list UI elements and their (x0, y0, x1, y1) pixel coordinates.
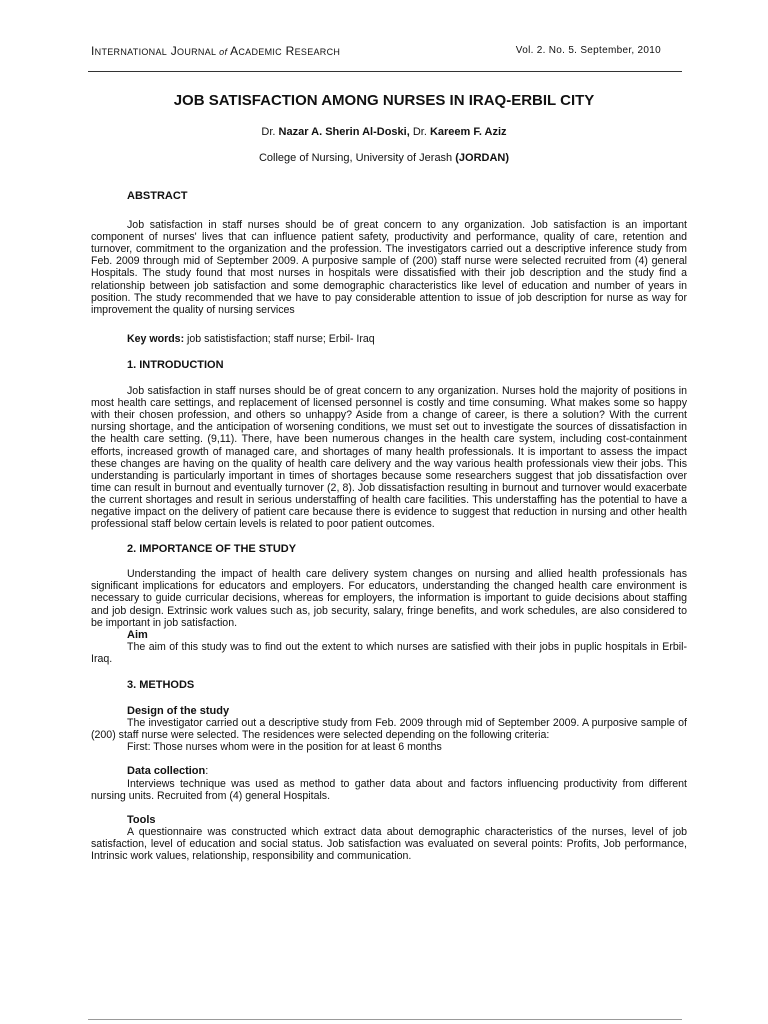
importance-text: Understanding the impact of health care delivery system changes on nursing and allied health professionals has significant implications for educators and employers. For educators, understanding the changed health care environment is necessary to guide curricular decisions, whereas for employers, the information is important to guide decisions about staffing and job design. Extrinsic work values such as, job security, salary, fringe benefits, and work schedules, are also considered to be important in job satisfaction. (91, 568, 687, 629)
aim-text: The aim of this study was to find out the extent to which nurses are satisfied with their jobs in puplic hospitals in Erbil- Iraq. (91, 640, 687, 665)
design-heading: Design of the study (127, 705, 230, 718)
tools-heading: Tools (127, 813, 156, 826)
data-collection-heading: Data collection: (127, 765, 209, 778)
header-rule (88, 71, 682, 72)
keywords: Key words: job satistisfaction; staff nurse; Erbil- Iraq (127, 332, 375, 345)
importance-heading: 2. IMPORTANCE OF THE STUDY (127, 543, 297, 556)
author-line: Dr. Nazar A. Sherin Al-Doski, Dr. Kareem F. Aziz (261, 126, 507, 138)
paper-body (91, 190, 687, 862)
affiliation: College of Nursing, University of Jerash (JORDAN) (258, 152, 510, 164)
author-name-1: Nazar A. Sherin Al-Doski, (278, 126, 410, 138)
issue-info: Vol. 2. No. 5. September, 2010 (515, 45, 661, 56)
author-name-2: Kareem F. Aziz (429, 126, 507, 138)
methods-heading: 3. METHODS (127, 679, 195, 691)
aim-heading: Aim (127, 628, 148, 641)
design-text: The investigator carried out a descriptive study from Feb. 2009 through mid of September 2009. A purposive sample of (200) staff nurse were selected. The residences were selected depending on the following criteria: (91, 717, 687, 742)
abstract-text: Job satisfaction in staff nurses should be of great concern to any organization. Job satisfaction is an important component of nurses' lives that can influence patient safety, productivity and performance, quality of care, retention and turnover, commitment to the organization and the profession. The investigators carried out a descriptive inference study from Feb. 2009 through mid of September 2009. A purposive sample of (200) staff nurse were selected recruited from (4) general Hospitals. The study found that most nurses in hospitals were dissatisfied with their job description and the study find a relationship between job satisfaction and some demographic characteristics like level of education and number of years in position. The study recommended that we have to pay considerable attention to issue of job description for nurse as way for improvement the quality of nursing services (91, 219, 687, 316)
design-criterion: First: Those nurses whom were in the position for at least 6 months (127, 741, 442, 754)
paper-title: JOB SATISFACTION AMONG NURSES IN IRAQ-ERBIL CITY (173, 92, 595, 109)
abstract-heading: ABSTRACT (127, 190, 188, 202)
data-collection-text: Interviews technique was used as method to gather data about and factors influencing productivity from different nursing units. Recruited from (4) general Hospitals. (91, 777, 687, 802)
footer-rule (88, 1019, 682, 1020)
journal-name: INTERNATIONAL JOURNAL of ACADEMIC RESEARCH (91, 44, 341, 58)
tools-text: A questionnaire was constructed which extract data about demographic characteristics of the nurses, level of job satisfaction, level of education and social status. Job satisfaction was evaluated on several points: Profits, Job performance, Intrinsic work values, relationship, responsibility and communication. (91, 825, 687, 863)
introduction-heading: 1. INTRODUCTION (127, 358, 224, 371)
introduction-text: Job satisfaction in staff nurses should be of great concern to any organization. Nurses hold the majority of positions in most health care settings, and replacement of licensed personnel is costly and time consuming. What makes some so happy with their chosen profession, and others so unhappy? Aside from a change of career, is there a solution? With the current nursing shortage, and the anticipation of worsening conditions, we must set out to investigate the sources of dissatisfaction in the health care setting. (9,11). There, have been numerous changes in the health care system, including cost-containment efforts, increased growth of managed care, and shortages of many health professionals. It is important to assess the impact these changes are having on the quality of health care delivery and the way various health professionals view their jobs. This understanding is particularly important in times of shortages because some researchers suggest that job dissatisfaction over time can result in burnout and eventually turnover (2, 8). Job dissatisfaction resulting in burnout and turnover would exacerbate the current shortages and result in serious understaffing of health care facilities. This understaffing has the potential to have a negative impact on the delivery of patient care because there is evidence to suggest that reduction in nursing and other health professional staff below certain levels is related to poor patient outcomes. (91, 385, 687, 531)
